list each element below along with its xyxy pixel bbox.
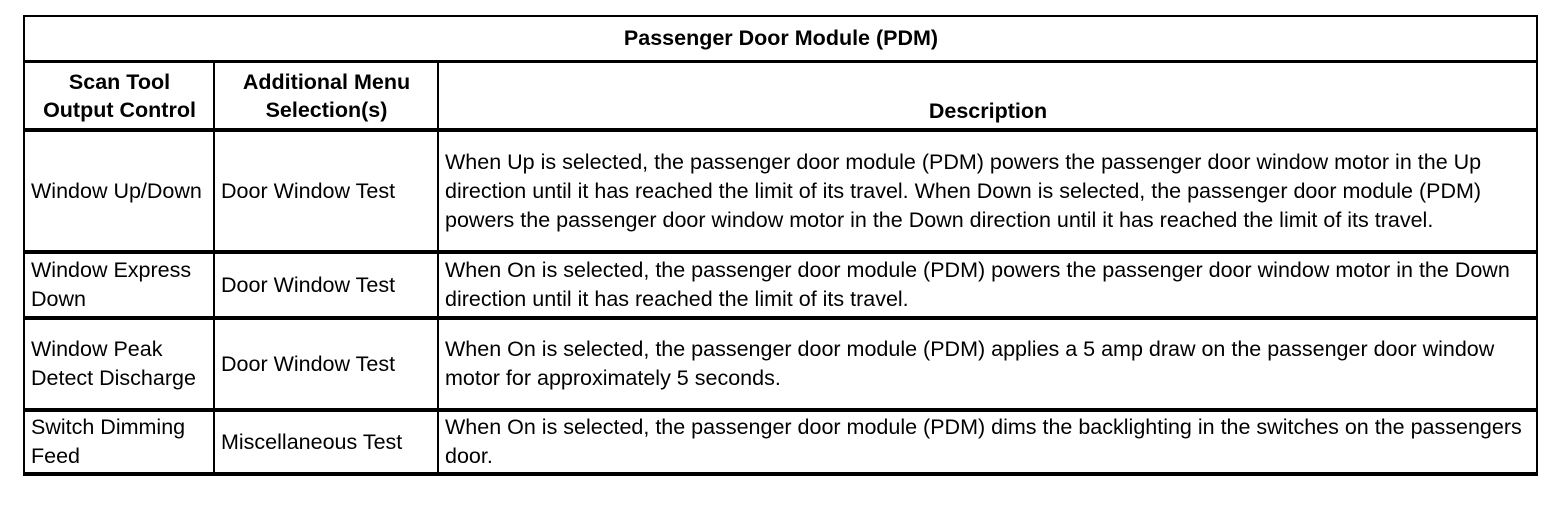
description-cell: When On is selected, the passenger door module (PDM) powers the passenger door window motor in the Down direction until it has reached the limit of its travel.	[438, 252, 1537, 318]
column-header-row	[24, 62, 1537, 131]
table-title: Passenger Door Module (PDM)	[24, 16, 1537, 62]
output-control-cell: Switch Dimming Feed	[24, 410, 214, 474]
pdm-output-control-table	[23, 15, 1538, 476]
header-additional-menu-selections: Additional Menu Selection(s)	[214, 62, 438, 131]
menu-selection-cell: Door Window Test	[214, 318, 438, 410]
output-control-cell: Window Express Down	[24, 252, 214, 318]
description-cell: When Up is selected, the passenger door module (PDM) powers the passenger door window motor in the Up direction until it has reached the limit of its travel. When Down is selected, the passenger door module (PDM) powers the passenger door window motor in the Down direction until it has reached the limit of its travel.	[438, 130, 1537, 252]
table-title-row	[24, 16, 1537, 62]
table-row	[24, 130, 1537, 252]
table-row	[24, 318, 1537, 410]
description-cell: When On is selected, the passenger door module (PDM) dims the backlighting in the switches on the passengers door.	[438, 410, 1537, 474]
menu-selection-cell: Door Window Test	[214, 252, 438, 318]
output-control-cell: Window Peak Detect Discharge	[24, 318, 214, 410]
header-scan-tool-output-control: Scan Tool Output Control	[24, 62, 214, 131]
table-row	[24, 252, 1537, 318]
table-row	[24, 410, 1537, 474]
description-cell: When On is selected, the passenger door module (PDM) applies a 5 amp draw on the passenger door window motor for approximately 5 seconds.	[438, 318, 1537, 410]
output-control-cell: Window Up/Down	[24, 130, 214, 252]
menu-selection-cell: Door Window Test	[214, 130, 438, 252]
menu-selection-cell: Miscellaneous Test	[214, 410, 438, 474]
header-description: Description	[438, 62, 1537, 131]
